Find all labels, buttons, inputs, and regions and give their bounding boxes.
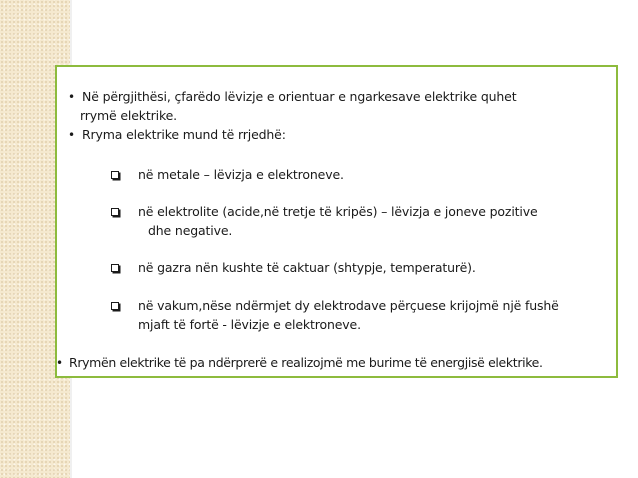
bullet1-line2: rrymë elektrike. xyxy=(80,108,177,123)
bullet1-line1: Në përgjithësi, çfarëdo lëvizje e orientuar e ngarkesave elektrike quhet xyxy=(82,89,517,104)
checkbox-square-icon xyxy=(111,171,119,179)
item3-line1: në gazra nën kushte të caktuar (shtypje, temperaturë). xyxy=(138,260,476,275)
bullet3-text: Rrymën elektrike të pa ndërprerë e realizojmë me burime të energjisë elektrike. xyxy=(69,355,543,370)
bullet2-text: Rryma elektrike mund të rrjedhë: xyxy=(82,127,286,142)
item2-line2: dhe negative. xyxy=(148,223,233,238)
bullet-dot: • xyxy=(56,356,64,370)
bullet-dot: • xyxy=(68,128,76,142)
item4-line1: në vakum,nëse ndërmjet dy elektrodave përçuese krijojmë një fushë xyxy=(138,298,559,313)
checkbox-square-icon xyxy=(111,264,119,272)
item1-line1: në metale – lëvizja e elektroneve. xyxy=(138,167,344,182)
checkbox-square-icon xyxy=(111,302,119,310)
item2-line1: në elektrolite (acide,në tretje të kripës) – lëvizja e joneve pozitive xyxy=(138,204,538,219)
bullet-dot: • xyxy=(68,90,76,104)
item4-line2: mjaft të fortë - lëvizje e elektroneve. xyxy=(138,317,361,332)
checkbox-square-icon xyxy=(111,208,119,216)
